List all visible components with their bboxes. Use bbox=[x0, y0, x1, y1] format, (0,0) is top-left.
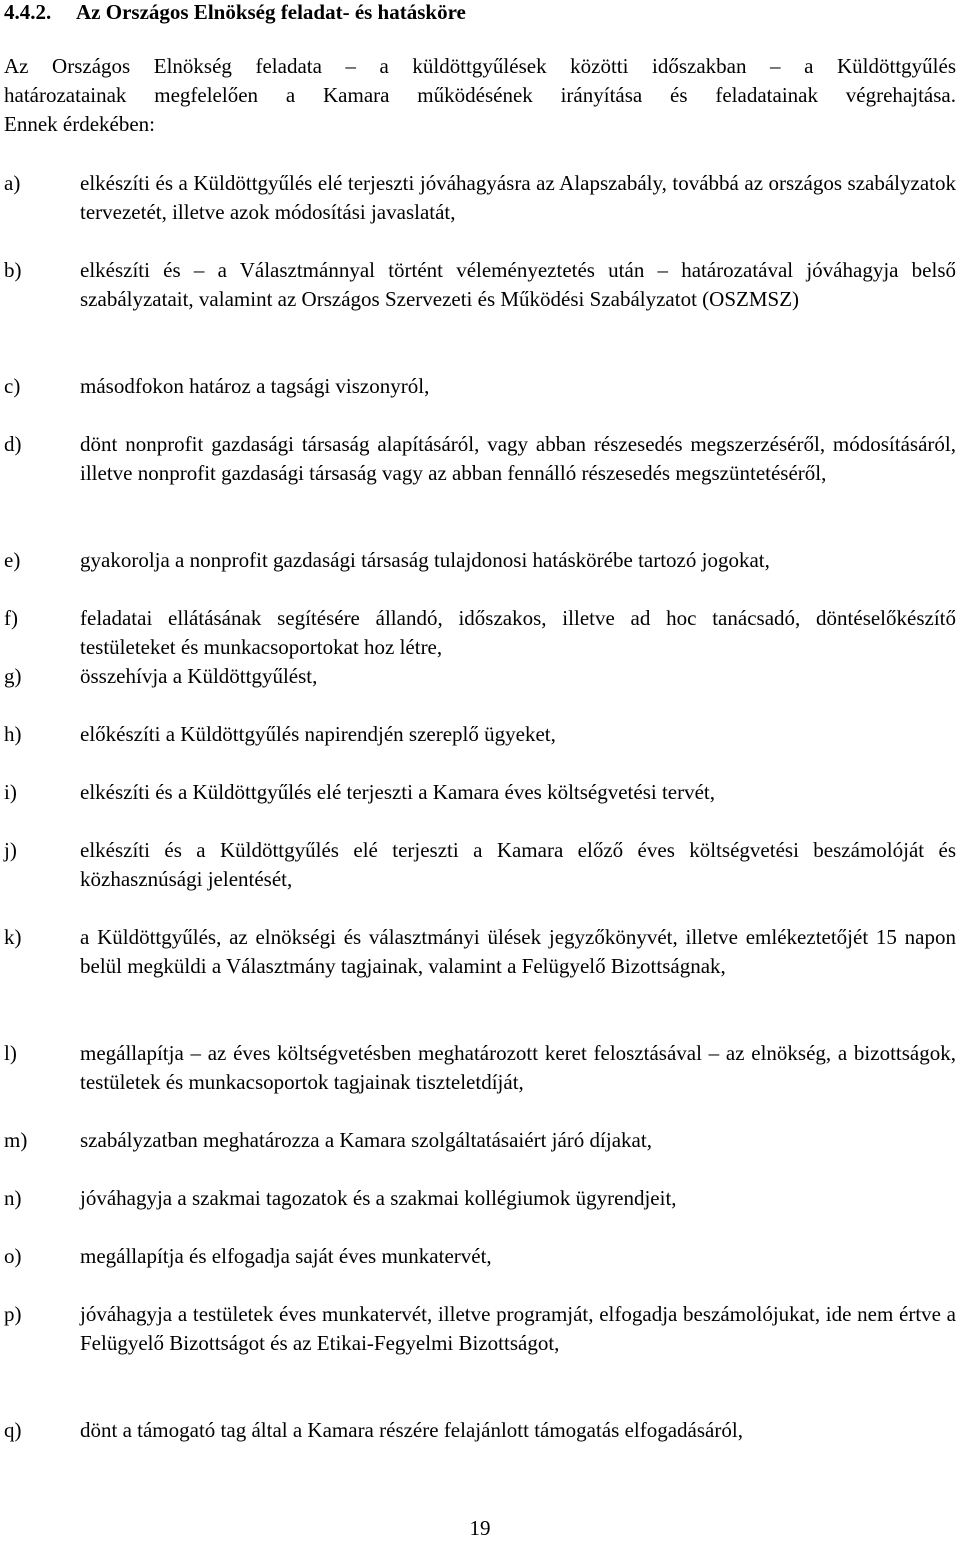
list-item-o bbox=[4, 1242, 956, 1271]
intro-line-2: határozatainak megfelelően a Kamara működésének irányítása és feladatainak végrehajtása. bbox=[4, 83, 956, 107]
list-item-text: dönt nonprofit gazdasági társaság alapításáról, vagy abban részesedés megszerzéséről, módosításáról, illetve nonprofit gazdasági társaság vagy az abban fennálló részesedés megszüntetéséről, bbox=[80, 432, 956, 485]
intro-line-3: Ennek érdekében: bbox=[4, 112, 156, 136]
list-item-label: q) bbox=[4, 1418, 22, 1442]
list-item-f bbox=[4, 604, 956, 662]
list-item-label: h) bbox=[4, 722, 22, 746]
list-item-label: a) bbox=[4, 171, 21, 195]
list-item-text: jóváhagyja a testületek éves munkatervét, illetve programját, elfogadja beszámolójukat, ide nem értve a Felügyelő Bizottságot és az Etikai-Fegyelmi Bizottságot, bbox=[80, 1302, 956, 1355]
list-item-text: szabályzatban meghatározza a Kamara szolgáltatásaiért járó díjakat, bbox=[80, 1128, 652, 1152]
list-item-label: l) bbox=[4, 1041, 17, 1065]
list-item-text: elkészíti és a Küldöttgyűlés elé terjeszti a Kamara éves költségvetési tervét, bbox=[80, 780, 716, 804]
list-item-label: b) bbox=[4, 258, 22, 282]
list-item-text: feladatai ellátásának segítésére állandó, időszakos, illetve ad hoc tanácsadó, döntéselőkészítő testületeket és munkacsoportokat hoz létre, bbox=[80, 606, 956, 659]
list-item-k bbox=[4, 923, 956, 981]
list-item-b bbox=[4, 256, 956, 314]
list-item-label: n) bbox=[4, 1186, 22, 1210]
list-item-text: elkészíti és – a Választmánnyal történt véleményeztetés után – határozatával jóváhagyja belső szabályzatait, valamint az Országos Szervezeti és Működési Szabályzatot (OSZMSZ) bbox=[80, 258, 956, 311]
list-item-text: elkészíti és a Küldöttgyűlés elé terjeszti a Kamara előző éves költségvetési beszámolóját és közhasznúsági jelentését, bbox=[80, 838, 956, 891]
page-number: 19 bbox=[469, 1516, 491, 1540]
list-item-text: összehívja a Küldöttgyűlést, bbox=[80, 664, 318, 688]
list-item-text: dönt a támogató tag által a Kamara részére felajánlott támogatás elfogadásáról, bbox=[80, 1418, 743, 1442]
section-heading bbox=[4, 0, 466, 26]
list-item-label: o) bbox=[4, 1244, 22, 1268]
list-item-text: másodfokon határoz a tagsági viszonyról, bbox=[80, 374, 430, 398]
list-item-text: megállapítja – az éves költségvetésben meghatározott keret felosztásával – az elnökség, a bizottságok, testületek és munkacsoportok tagjainak tiszteletdíját, bbox=[80, 1041, 956, 1094]
list-item-text: előkészíti a Küldöttgyűlés napirendjén szereplő ügyeket, bbox=[80, 722, 556, 746]
list-item-label: f) bbox=[4, 606, 18, 630]
list-item-label: g) bbox=[4, 664, 22, 688]
section-number: 4.4.2. bbox=[4, 0, 52, 24]
list-item-label: c) bbox=[4, 374, 21, 398]
list-item-label: j) bbox=[4, 838, 17, 862]
list-item-p bbox=[4, 1300, 956, 1358]
list-item-g bbox=[4, 662, 956, 691]
list-item-text: gyakorolja a nonprofit gazdasági társaság tulajdonosi hatáskörébe tartozó jogokat, bbox=[80, 548, 770, 572]
list-item-label: k) bbox=[4, 925, 22, 949]
list-item-m bbox=[4, 1126, 956, 1155]
list-item-text: megállapítja és elfogadja saját éves munkatervét, bbox=[80, 1244, 492, 1268]
list-item-text: jóváhagyja a szakmai tagozatok és a szakmai kollégiumok ügyrendjeit, bbox=[80, 1186, 677, 1210]
intro-paragraph bbox=[4, 52, 956, 139]
list-item-label: d) bbox=[4, 432, 22, 456]
list-item-a bbox=[4, 169, 956, 227]
list-item-e bbox=[4, 546, 956, 575]
list-item-n bbox=[4, 1184, 956, 1213]
list-item-label: p) bbox=[4, 1302, 22, 1326]
list-item-d bbox=[4, 430, 956, 488]
section-title: Az Országos Elnökség feladat- és hatásköre bbox=[76, 0, 466, 24]
list-item-q bbox=[4, 1416, 956, 1445]
list-item-i bbox=[4, 778, 956, 807]
list-item-c bbox=[4, 372, 956, 401]
intro-line-1: Az Országos Elnökség feladata – a küldöttgyűlések közötti időszakban – a Küldöttgyűlés bbox=[4, 54, 956, 78]
list-item-l bbox=[4, 1039, 956, 1097]
list-item-j bbox=[4, 836, 956, 894]
list-item-label: i) bbox=[4, 780, 17, 804]
list-item-text: a Küldöttgyűlés, az elnökségi és választmányi ülések jegyzőkönyvét, illetve emlékeztetőjét 15 napon belül megküldi a Választmány tagjainak, valamint a Felügyelő Bizottságnak, bbox=[80, 925, 956, 978]
list-item-h bbox=[4, 720, 956, 749]
list-item-label: e) bbox=[4, 548, 21, 572]
list-item-label: m) bbox=[4, 1128, 28, 1152]
list-item-text: elkészíti és a Küldöttgyűlés elé terjeszti jóváhagyásra az Alapszabály, továbbá az országos szabályzatok tervezetét, illetve azok módosítási javaslatát, bbox=[80, 171, 956, 224]
